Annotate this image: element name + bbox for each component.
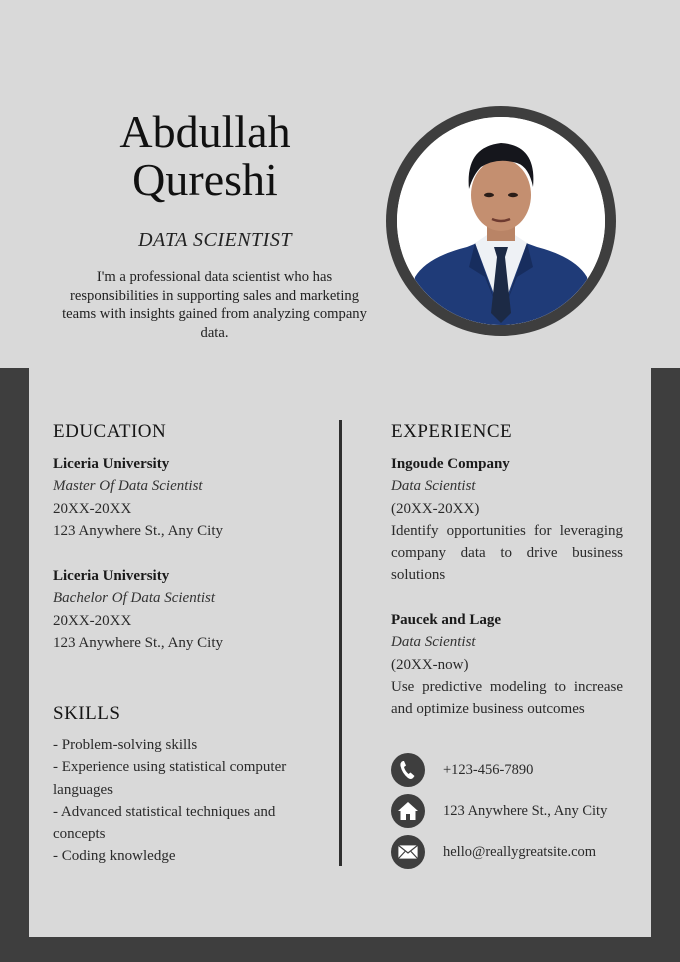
- experience-role: Data Scientist: [391, 478, 476, 495]
- education-item: [53, 565, 323, 654]
- experience-description: Identify opportunities for leveraging company data to drive business solutions: [391, 522, 623, 584]
- experience-item: [391, 453, 623, 587]
- profile-summary: I'm a professional data scientist who has responsibilities in supporting sales and marketing teams with insights gained from analyzing company data.: [62, 269, 367, 341]
- experience-period: (20XX-20XX): [391, 500, 480, 517]
- education-heading: EDUCATION: [53, 421, 167, 442]
- education-degree: Master Of Data Scientist: [53, 478, 203, 495]
- email-link[interactable]: hello@reallygreatsite.com: [443, 843, 597, 860]
- person-name: [60, 108, 350, 204]
- education-item: [53, 453, 323, 542]
- skill-item: - Problem-solving skills: [53, 737, 198, 753]
- skill-item: - Coding knowledge: [53, 848, 176, 865]
- home-icon: [391, 794, 425, 828]
- experience-heading: EXPERIENCE: [391, 421, 513, 442]
- skills-heading: SKILLS: [53, 703, 121, 724]
- frame-left-bar: [0, 368, 29, 962]
- profile-photo: [397, 117, 605, 325]
- address-text: 123 Anywhere St., Any City: [443, 802, 608, 819]
- skill-item: - Advanced statistical techniques and concepts: [53, 803, 276, 843]
- contact-phone: [391, 753, 533, 787]
- education-degree: Bachelor Of Data Scientist: [53, 590, 216, 607]
- phone-icon: [391, 753, 425, 787]
- portrait-illustration: [397, 117, 605, 325]
- mail-icon: [391, 835, 425, 869]
- experience-period: (20XX-now): [391, 656, 469, 673]
- column-divider: [339, 420, 342, 866]
- phone-number[interactable]: +123-456-7890: [443, 761, 534, 778]
- experience-role: Data Scientist: [391, 634, 476, 651]
- experience-company: Ingoude Company: [391, 456, 510, 472]
- skill-item: - Experience using statistical computer languages: [53, 759, 287, 798]
- education-address: 123 Anywhere St., Any City: [53, 634, 224, 651]
- education-institution: Liceria University: [53, 568, 170, 584]
- name-first: Abdullah: [119, 106, 291, 157]
- contact-email: [391, 835, 596, 869]
- profile-photo-frame: [386, 106, 616, 336]
- frame-right-bar: [651, 368, 680, 962]
- contact-address: [391, 794, 607, 828]
- education-years: 20XX-20XX: [53, 500, 132, 517]
- education-address: 123 Anywhere St., Any City: [53, 522, 224, 539]
- experience-description: Use predictive modeling to increase and optimize business outcomes: [391, 678, 623, 718]
- name-last: Qureshi: [132, 154, 278, 205]
- skills-list: [53, 734, 303, 868]
- education-years: 20XX-20XX: [53, 612, 132, 629]
- frame-bottom-bar: [0, 937, 680, 962]
- job-title: DATA SCIENTIST: [138, 229, 292, 251]
- experience-company: Paucek and Lage: [391, 612, 502, 628]
- experience-item: [391, 609, 623, 720]
- education-institution: Liceria University: [53, 456, 170, 472]
